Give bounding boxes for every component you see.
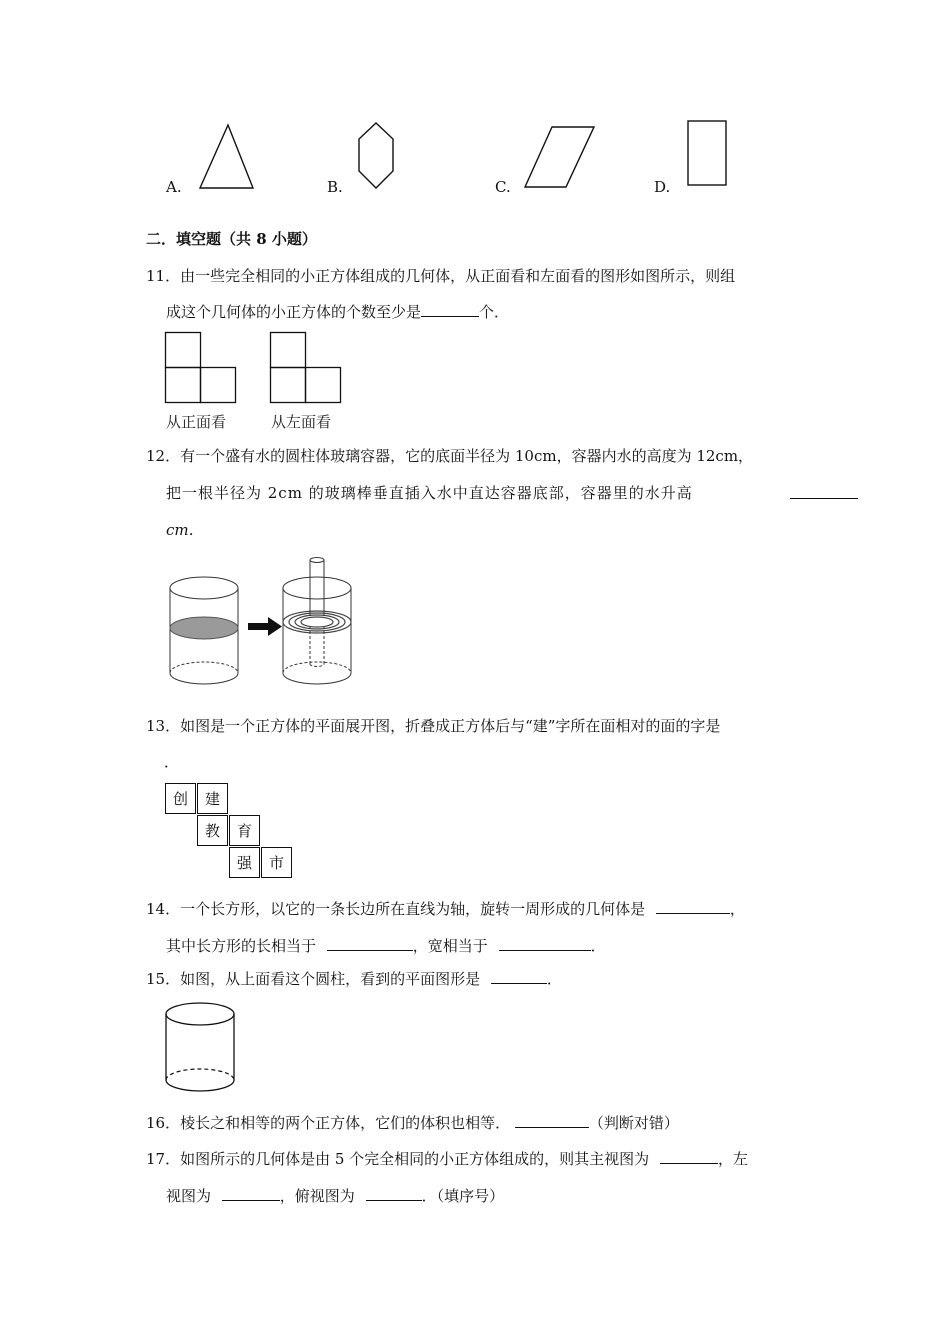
rectangle-figure	[686, 119, 728, 189]
q14-text-a: 14．一个长方形，以它的一条长边所在直线为轴，旋转一周形成的几何体是	[146, 900, 646, 918]
net-cell: 创	[165, 783, 196, 814]
net-cell: 市	[261, 847, 292, 878]
net-cell: 教	[197, 815, 228, 846]
q15-line1	[146, 968, 562, 989]
q14-answer-blank-1[interactable]	[656, 898, 730, 914]
q17-text-b: ，左	[717, 1150, 748, 1168]
option-d-label: D.	[654, 178, 671, 196]
q12-line3: cm．	[166, 521, 204, 539]
front-view-figure	[164, 331, 240, 405]
q15-text-b: ．	[546, 970, 562, 988]
hexagon-figure	[356, 121, 398, 191]
q17-answer-blank-3[interactable]	[366, 1185, 422, 1201]
parallelogram-figure	[522, 124, 597, 190]
option-a-label: A.	[166, 178, 182, 196]
option-c-label: C.	[495, 178, 511, 196]
q14-answer-blank-3[interactable]	[499, 935, 591, 951]
q17-text-e: ．（填序号）	[421, 1187, 505, 1205]
q17-line2	[166, 1185, 504, 1206]
q17-text-d: ，俯视图为	[279, 1187, 355, 1205]
q17-line1	[146, 1148, 748, 1169]
section-title: 二．填空题（共 8 小题）	[146, 230, 317, 248]
option-b-label: B.	[327, 178, 343, 196]
q14-line1	[146, 898, 745, 919]
q16-line1	[146, 1112, 679, 1133]
net-cell: 育	[229, 815, 260, 846]
q15-text-a: 15．如图，从上面看这个圆柱，看到的平面图形是	[146, 970, 481, 988]
q17-text-a: 17．如图所示的几何体是由 5 个完全相同的小正方体组成的，则其主视图为	[146, 1150, 650, 1168]
triangle-figure	[198, 122, 256, 190]
q14-text-d: ，宽相当于	[412, 937, 488, 955]
q11-answer-blank[interactable]	[421, 301, 479, 317]
q15-answer-blank[interactable]	[491, 968, 547, 984]
q13-line1: 13．如图是一个正方体的平面展开图，折叠成正方体后与“建”字所在面相对的面的字是	[146, 717, 721, 735]
q17-answer-blank-2[interactable]	[222, 1185, 280, 1201]
cube-net	[165, 783, 295, 883]
q16-text-b: （判断对错）	[588, 1114, 679, 1132]
q14-answer-blank-2[interactable]	[327, 935, 413, 951]
net-cell: 建	[197, 783, 228, 814]
q17-text-c: 视图为	[166, 1187, 212, 1205]
cylinder-water-figure	[162, 556, 362, 686]
q14-text-e: ．	[590, 937, 606, 955]
q16-answer-blank[interactable]	[515, 1112, 589, 1128]
q12-answer-blank[interactable]	[790, 483, 858, 499]
net-cell: 强	[229, 847, 260, 878]
q13-line2: ．	[164, 753, 180, 771]
q14-text-b: ，	[729, 900, 745, 918]
left-view-figure	[269, 331, 345, 405]
q14-line2	[166, 935, 606, 956]
q12-line2: 把一根半径为 2cm 的玻璃棒垂直插入水中直达容器底部，容器里的水升高	[166, 484, 693, 502]
q17-answer-blank-1[interactable]	[660, 1148, 718, 1164]
q11-text-a: 成这个几何体的小正方体的个数至少是	[166, 303, 422, 321]
q11-line1: 11．由一些完全相同的小正方体组成的几何体，从正面看和左面看的图形如图所示，则组	[146, 267, 736, 285]
q14-text-c: 其中长方形的长相当于	[166, 937, 317, 955]
left-view-caption: 从左面看	[271, 413, 332, 431]
q16-text-a: 16．棱长之和相等的两个正方体，它们的体积也相等．	[146, 1114, 511, 1132]
q11-line2	[166, 301, 509, 322]
cylinder-figure	[163, 1000, 239, 1096]
front-view-caption: 从正面看	[166, 413, 227, 431]
q12-line1: 12．有一个盛有水的圆柱体玻璃容器，它的底面半径为 10cm，容器内水的高度为 12cm，	[146, 447, 754, 465]
q11-text-b: 个．	[479, 303, 510, 321]
